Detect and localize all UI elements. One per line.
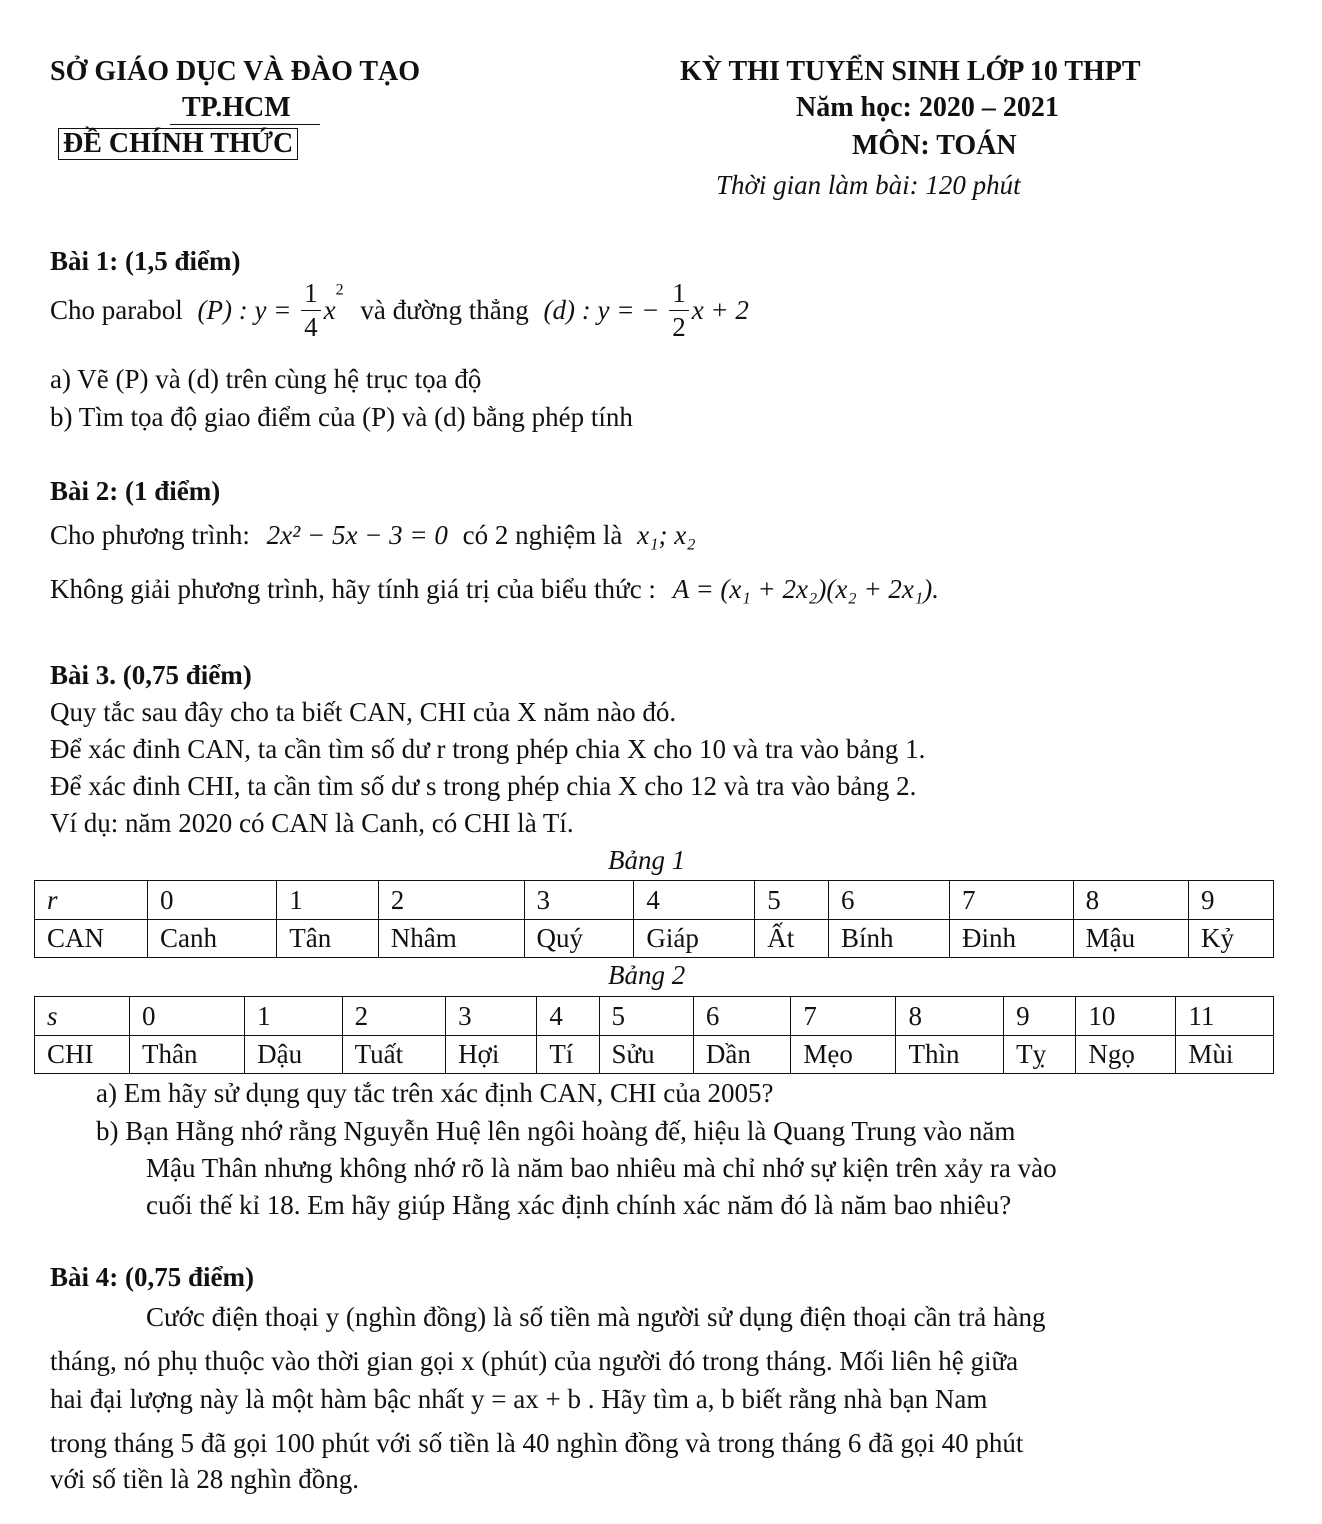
table-cell: Đinh <box>949 920 1073 958</box>
parabol-var: x <box>323 295 336 325</box>
parabol-label: (P) : y = <box>197 295 292 325</box>
table2-caption: Bảng 2 <box>608 960 686 990</box>
table-cell: 3 <box>446 997 537 1036</box>
table-cell: Tí <box>537 1036 599 1074</box>
table-cell: 1 <box>245 997 342 1036</box>
table-can-header-row <box>35 881 1274 920</box>
table-chi-row <box>35 1036 1274 1074</box>
table-cell: Dần <box>693 1036 790 1074</box>
bai1-part-a: a) Vẽ (P) và (d) trên cùng hệ trục tọa độ <box>50 364 482 394</box>
header-underline <box>170 124 320 125</box>
bai3-line4: Ví dụ: năm 2020 có CAN là Canh, có CHI là Tí. <box>50 808 574 838</box>
bai1-intro: Cho parabol <box>50 295 183 325</box>
bai4-line5: với số tiền là 28 nghìn đồng. <box>50 1464 360 1494</box>
table-cell: 2 <box>342 997 445 1036</box>
table-cell: Quý <box>524 920 634 958</box>
bai2-expression: A = (x₁ + 2x₂)(x₂ + 2x₁). <box>672 574 940 604</box>
bai3-line2: Để xác đinh CAN, ta cần tìm số dư r trong phép chia X cho 10 và tra vào bảng 1. <box>50 734 926 764</box>
table-cell: Nhâm <box>378 920 524 958</box>
table-cell: Hợi <box>446 1036 537 1074</box>
bai2-roots: x₁; x₂ <box>637 520 696 550</box>
table-cell: Ất <box>755 920 829 958</box>
table-cell: 4 <box>634 881 755 920</box>
table-can-row <box>35 920 1274 958</box>
table-cell: Mùi <box>1176 1036 1274 1074</box>
bai3-question-b-line1: b) Bạn Hằng nhớ rằng Nguyễn Huệ lên ngôi hoàng đế, hiệu là Quang Trung vào năm <box>96 1116 1016 1146</box>
table-chi-header-row <box>35 997 1274 1036</box>
dept-name: SỞ GIÁO DỤC VÀ ĐÀO TẠO <box>50 56 421 87</box>
bai3-title: Bài 3. (0,75 điểm) <box>50 660 252 690</box>
bai2-line2-text: Không giải phương trình, hãy tính giá trị của biểu thức : <box>50 574 656 604</box>
table-cell: s <box>35 997 130 1036</box>
bai1-statement <box>50 280 749 341</box>
table-cell: Giáp <box>634 920 755 958</box>
parabol-exponent: 2 <box>335 281 344 299</box>
bai1-mid: và đường thẳng <box>360 295 529 325</box>
table-cell: 3 <box>524 881 634 920</box>
line-numerator: 1 <box>669 280 689 311</box>
bai1-title: Bài 1: (1,5 điểm) <box>50 246 241 276</box>
bai3-question-a: a) Em hãy sử dụng quy tắc trên xác định CAN, CHI của 2005? <box>96 1078 774 1108</box>
table-cell: 0 <box>148 881 277 920</box>
bai2-line2 <box>50 574 939 605</box>
table-cell: CHI <box>35 1036 130 1074</box>
bai4-line2: tháng, nó phụ thuộc vào thời gian gọi x (phút) của người đó trong tháng. Mối liên hệ giữa <box>50 1346 1019 1376</box>
table-cell: 9 <box>1189 881 1274 920</box>
table-cell: Kỷ <box>1189 920 1274 958</box>
bai4-title: Bài 4: (0,75 điểm) <box>50 1262 254 1292</box>
table-cell: 6 <box>829 881 950 920</box>
line-denominator: 2 <box>672 312 686 342</box>
city-name: TP.HCM <box>182 92 291 123</box>
table-cell: 2 <box>378 881 524 920</box>
table-cell: 8 <box>896 997 1004 1036</box>
table-cell: CAN <box>35 920 148 958</box>
table-cell: Thân <box>130 1036 245 1074</box>
table-cell: 10 <box>1076 997 1176 1036</box>
table-cell: Tân <box>277 920 379 958</box>
table-cell: Thìn <box>896 1036 1004 1074</box>
table-cell: 7 <box>791 997 896 1036</box>
table1-caption: Bảng 1 <box>608 845 686 875</box>
bai3-line1: Quy tắc sau đây cho ta biết CAN, CHI của X năm nào đó. <box>50 697 677 727</box>
table-cell: Sửu <box>599 1036 693 1074</box>
table-cell: Ngọ <box>1076 1036 1176 1074</box>
table-cell: Canh <box>148 920 277 958</box>
bai2-line1-text: Cho phương trình: <box>50 520 250 550</box>
table-cell: 11 <box>1176 997 1274 1036</box>
table-chi <box>34 996 1274 1074</box>
table-cell: 1 <box>277 881 379 920</box>
bai2-line1-mid: có 2 nghiệm là <box>462 520 623 550</box>
subject: MÔN: TOÁN <box>852 130 1017 161</box>
parabol-fraction <box>301 280 321 341</box>
table-cell: Mậu <box>1073 920 1188 958</box>
bai2-title: Bài 2: (1 điểm) <box>50 476 221 506</box>
bai3-question-b-line2: Mậu Thân nhưng không nhớ rõ là năm bao nhiêu mà chỉ nhớ sự kiện trên xảy ra vào <box>146 1153 1057 1183</box>
parabol-denominator: 4 <box>304 312 318 342</box>
official-label: ĐỀ CHÍNH THỨC <box>58 128 298 160</box>
table-cell: 9 <box>1004 997 1076 1036</box>
bai4-line1: Cước điện thoại y (nghìn đồng) là số tiền mà người sử dụng điện thoại cần trả hàng <box>146 1302 1046 1332</box>
exam-title: KỲ THI TUYỂN SINH LỚP 10 THPT <box>680 56 1141 87</box>
table-cell: Dậu <box>245 1036 342 1074</box>
bai2-equation: 2x² − 5x − 3 = 0 <box>266 520 448 550</box>
bai3-question-b-line3: cuối thế kỉ 18. Em hãy giúp Hằng xác định chính xác năm đó là năm bao nhiêu? <box>146 1190 1012 1220</box>
time-limit: Thời gian làm bài: 120 phút <box>716 170 1021 200</box>
bai3-line3: Để xác đinh CHI, ta cần tìm số dư s trong phép chia X cho 12 và tra vào bảng 2. <box>50 771 917 801</box>
line-fraction <box>669 280 689 341</box>
table-cell: 0 <box>130 997 245 1036</box>
table-cell: 6 <box>693 997 790 1036</box>
table-cell: Tỵ <box>1004 1036 1076 1074</box>
table-can <box>34 880 1274 958</box>
table-cell: 7 <box>949 881 1073 920</box>
bai4-line4: trong tháng 5 đã gọi 100 phút với số tiền là 40 nghìn đồng và trong tháng 6 đã gọi 40 phút <box>50 1428 1024 1458</box>
school-year: Năm học: 2020 – 2021 <box>796 92 1059 123</box>
bai4-line3: hai đại lượng này là một hàm bậc nhất y = ax + b . Hãy tìm a, b biết rằng nhà bạn Nam <box>50 1384 988 1414</box>
bai1-part-b: b) Tìm tọa độ giao điểm của (P) và (d) bằng phép tính <box>50 402 633 432</box>
table-cell: 8 <box>1073 881 1188 920</box>
table-cell: Tuất <box>342 1036 445 1074</box>
table-cell: 5 <box>755 881 829 920</box>
table-cell: r <box>35 881 148 920</box>
table-cell: Bính <box>829 920 950 958</box>
line-label: (d) : y = − <box>543 295 660 325</box>
table-cell: Mẹo <box>791 1036 896 1074</box>
table-cell: 4 <box>537 997 599 1036</box>
table-cell: 5 <box>599 997 693 1036</box>
bai2-line1 <box>50 520 696 551</box>
parabol-numerator: 1 <box>301 280 321 311</box>
line-tail: x + 2 <box>691 295 749 325</box>
